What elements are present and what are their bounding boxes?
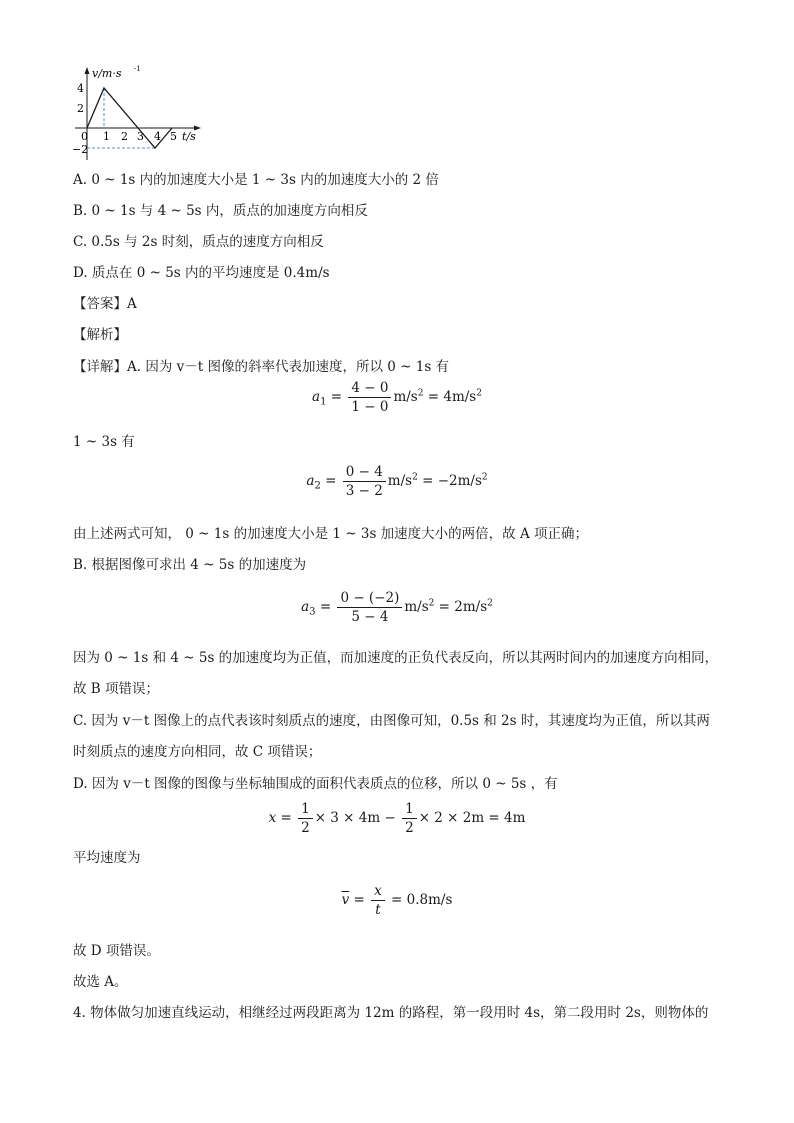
analysis-line: 故选 A。 bbox=[73, 974, 128, 990]
x-tick-label: 0 bbox=[81, 130, 88, 143]
equation-a3: $a_3$ = $\frac{0 - (-2)}{5 - 4}$ $m/s^2 = 2m/s^2$ bbox=[301, 590, 493, 625]
equation-average-velocity: $\overline{v}$ = $\frac{x}{t}$ = 0.8m/s bbox=[341, 883, 453, 918]
analysis-line: C. 因为 v－t 图像上的点代表该时刻质点的速度，由图像可知，0.5s 和 2s 时，其速度均为正值，所以其两 bbox=[73, 713, 710, 729]
y-tick-label: −2 bbox=[72, 143, 89, 156]
x-tick-label: 2 bbox=[121, 130, 128, 143]
option-a: A. 0 ~ 1s 内的加速度大小是 1 ~ 3s 内的加速度大小的 2 倍 bbox=[73, 172, 439, 188]
vt-graph bbox=[70, 62, 210, 162]
option-b: B. 0 ~ 1s 与 4 ~ 5s 内，质点的加速度方向相反 bbox=[73, 203, 368, 219]
y-tick-label: 2 bbox=[77, 102, 84, 115]
analysis-label: 【解析】 bbox=[73, 327, 127, 343]
analysis-line: 时刻质点的速度方向相同，故 C 项错误； bbox=[73, 744, 322, 760]
y-axis-unit-power: -1 bbox=[134, 65, 141, 73]
option-d: D. 质点在 0 ~ 5s 内的平均速度是 0.4m/s bbox=[73, 265, 330, 281]
x-tick-label: 4 bbox=[154, 130, 161, 143]
x-tick-label: 5 bbox=[170, 130, 177, 143]
equation-a1: $a_1$ = $\frac{4 - 0}{1 - 0}$ $m/s^2 = 4m/s^2$ bbox=[312, 380, 482, 415]
x-tick-label: 3 bbox=[137, 130, 144, 143]
analysis-line: 故 B 项错误； bbox=[73, 681, 160, 697]
y-tick-label: 4 bbox=[77, 82, 84, 95]
option-c: C. 0.5s 与 2s 时刻，质点的速度方向相反 bbox=[73, 234, 324, 250]
answer-label: 【答案】A bbox=[73, 296, 137, 312]
y-axis-arrow bbox=[85, 67, 90, 74]
equation-displacement: x = $\frac{1}{2}$ × 3 × 4m − $\frac{1}{2}$ × 2 × 2m = 4m bbox=[268, 801, 526, 836]
equation-a2: $a_2$ = $\frac{0 - 4}{3 - 2}$ $m/s^2 = -2m/s^2$ bbox=[306, 464, 488, 499]
x-tick-label: 1 bbox=[103, 130, 110, 143]
analysis-line: 1 ~ 3s 有 bbox=[73, 434, 135, 450]
analysis-line: 故 D 项错误。 bbox=[73, 943, 160, 959]
x-axis-label: t/s bbox=[182, 130, 196, 143]
analysis-line: D. 因为 v－t 图像的图像与坐标轴围成的面积代表质点的位移，所以 0 ~ 5s ，有 bbox=[73, 776, 558, 792]
analysis-line: 【详解】A. 因为 v－t 图像的斜率代表加速度，所以 0 ~ 1s 有 bbox=[73, 359, 450, 375]
y-axis-label: v/m·s bbox=[92, 67, 122, 80]
analysis-line: 由上述两式可知， 0 ~ 1s 的加速度大小是 1 ~ 3s 加速度大小的两倍，故 A 项正确； bbox=[73, 526, 588, 542]
analysis-line: B. 根据图像可求出 4 ~ 5s 的加速度为 bbox=[73, 557, 307, 573]
analysis-line: 平均速度为 bbox=[73, 850, 141, 866]
next-question: 4. 物体做匀加速直线运动，相继经过两段距离为 12m 的路程，第一段用时 4s，第二段用时 2s，则物体的 bbox=[73, 1005, 709, 1021]
analysis-line: 因为 0 ~ 1s 和 4 ~ 5s 的加速度均为正值，而加速度的正负代表反向，所以其两时间内的加速度方向相同， bbox=[73, 650, 719, 666]
